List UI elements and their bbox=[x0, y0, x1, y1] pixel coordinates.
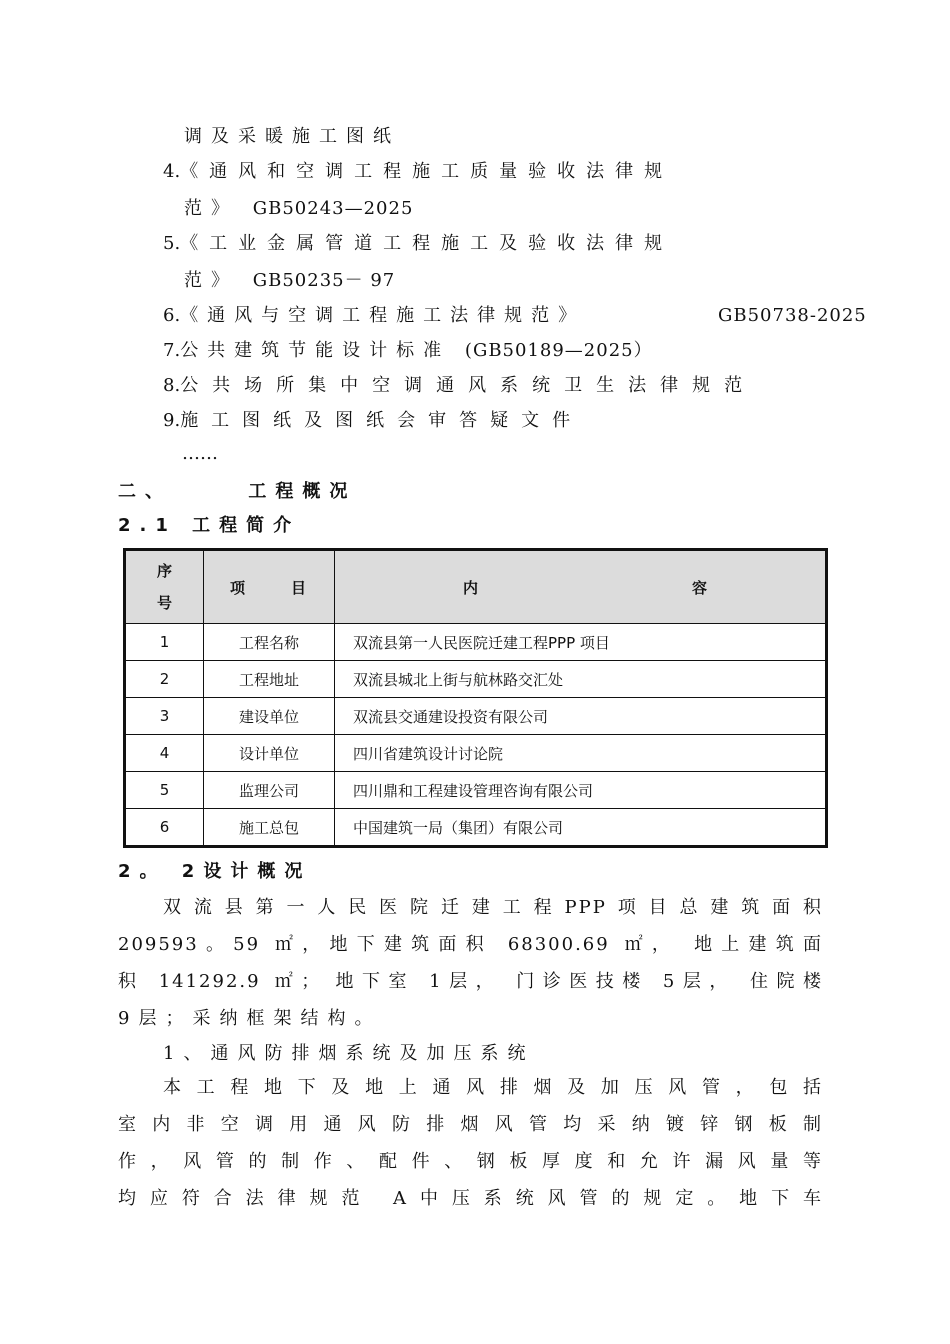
cell-item: 施工总包 bbox=[204, 809, 335, 847]
header-seq: 序 号 bbox=[125, 550, 204, 624]
paragraph-line: 本工程地下及地上通风排烟及加压风管，包括 bbox=[163, 1077, 823, 1098]
paragraph-line: 室内非空调用通风防排烟风管均采纳镀锌钢板制 bbox=[118, 1114, 823, 1135]
cell-seq: 2 bbox=[125, 661, 204, 698]
table-header-row bbox=[125, 550, 827, 624]
reference-item-6: 6.《通风与空调工程施工法律规范》 bbox=[163, 305, 586, 326]
cell-content: 双流县交通建设投资有限公司 bbox=[335, 698, 827, 735]
table-row bbox=[125, 661, 827, 698]
reference-item-5-cont: 范》 GB50235－ 97 bbox=[184, 270, 396, 291]
subsection-heading: 2.1 工程简介 bbox=[118, 515, 301, 536]
project-overview-table bbox=[123, 548, 828, 848]
cell-content: 四川鼎和工程建设管理咨询有限公司 bbox=[335, 772, 827, 809]
paragraph-line: 9层；采纳框架结构。 bbox=[118, 1008, 382, 1029]
cell-item: 设计单位 bbox=[204, 735, 335, 772]
table-row bbox=[125, 624, 827, 661]
cell-item: 监理公司 bbox=[204, 772, 335, 809]
reference-item-9: 9.施工图纸及图纸会审答疑文件 bbox=[163, 410, 584, 431]
header-content: 内 容 bbox=[335, 550, 827, 624]
paragraph-line: 双流县第一人民医院迁建工程PPP项目总建筑面积 bbox=[163, 897, 823, 918]
cell-content: 双流县城北上街与航林路交汇处 bbox=[335, 661, 827, 698]
table-row bbox=[125, 772, 827, 809]
cell-content: 双流县第一人民医院迁建工程PPP 项目 bbox=[335, 624, 827, 661]
cell-seq: 5 bbox=[125, 772, 204, 809]
table-row bbox=[125, 698, 827, 735]
cell-content: 中国建筑一局（集团）有限公司 bbox=[335, 809, 827, 847]
paragraph-line: 209593。59 ㎡，地下建筑面积 68300.69 ㎡， 地上建筑面 bbox=[118, 934, 823, 955]
reference-line: 调及采暖施工图纸 bbox=[184, 126, 400, 147]
reference-item-6-code: GB50738-2025 bbox=[718, 305, 867, 326]
cell-seq: 1 bbox=[125, 624, 204, 661]
reference-item-7: 7.公共建筑节能设计标准 (GB50189—2025） bbox=[163, 340, 653, 361]
paragraph-line: 作，风管的制作、配件、钢板厚度和允许漏风量等 bbox=[118, 1151, 823, 1172]
reference-item-8: 8.公共场所集中空调通风系统卫生法律规范 bbox=[163, 375, 757, 396]
paragraph-line: 积 141292.9 ㎡； 地下室 1层， 门诊医技楼 5层， 住院楼 bbox=[118, 971, 823, 992]
header-item: 项 目 bbox=[204, 550, 335, 624]
cell-seq: 3 bbox=[125, 698, 204, 735]
system-subheading: 1、通风防排烟系统及加压系统 bbox=[163, 1043, 535, 1064]
paragraph-line: 均应符合法律规范 A中压系统风管的规定。地下车 bbox=[118, 1188, 823, 1209]
cell-seq: 4 bbox=[125, 735, 204, 772]
reference-item-4: 4.《通风和空调工程施工质量验收法律规 bbox=[163, 161, 674, 182]
section-heading: 二、 工程概况 bbox=[118, 481, 357, 502]
table-row bbox=[125, 735, 827, 772]
cell-seq: 6 bbox=[125, 809, 204, 847]
reference-item-4-cont: 范》 GB50243—2025 bbox=[184, 198, 414, 219]
cell-content: 四川省建筑设计讨论院 bbox=[335, 735, 827, 772]
cell-item: 建设单位 bbox=[204, 698, 335, 735]
cell-item: 工程名称 bbox=[204, 624, 335, 661]
table-row bbox=[125, 809, 827, 847]
cell-item: 工程地址 bbox=[204, 661, 335, 698]
design-overview-heading: 2。 2设计概况 bbox=[118, 861, 312, 882]
ellipsis: …… bbox=[182, 443, 218, 464]
reference-item-5: 5.《工业金属管道工程施工及验收法律规 bbox=[163, 233, 674, 254]
